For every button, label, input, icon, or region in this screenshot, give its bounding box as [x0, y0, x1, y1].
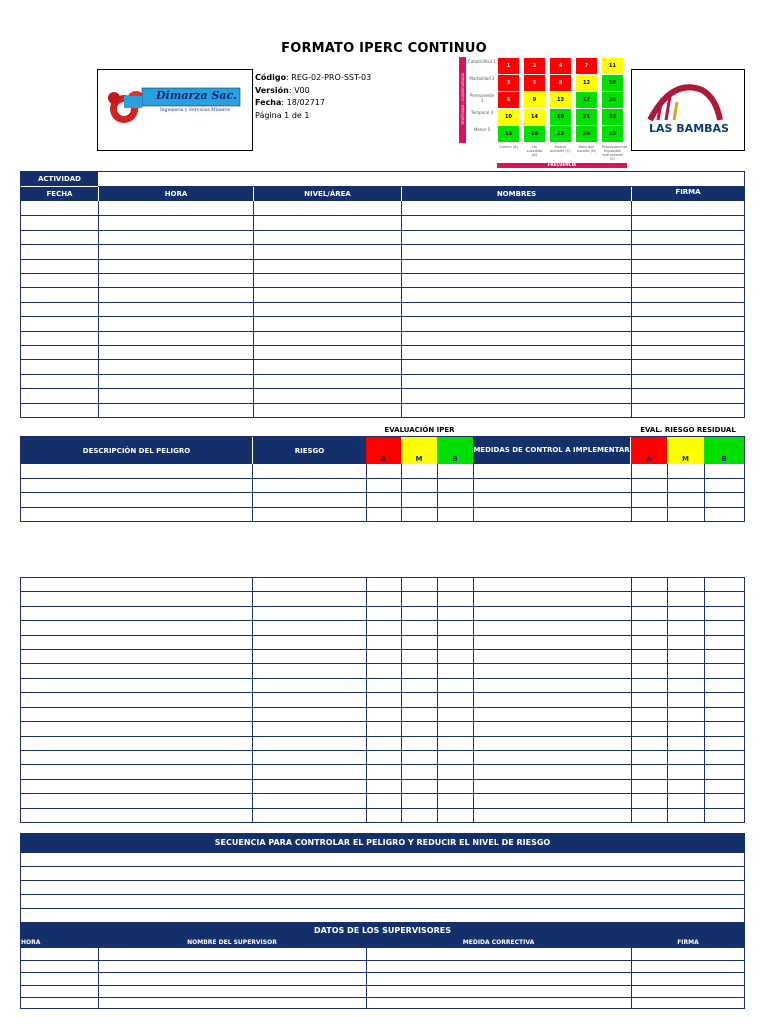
table-row — [20, 908, 745, 909]
risk-matrix-cell: 16 — [602, 75, 623, 91]
table-row — [20, 230, 745, 231]
table-row — [20, 507, 745, 508]
secuencia-header: SECUENCIA PARA CONTROLAR EL PELIGRO Y REDUCIR EL NIVEL DE RIESGO — [20, 833, 745, 852]
residual-a-header: A — [631, 437, 667, 464]
col-sup-medida: MEDIDA CORRECTIVA — [366, 938, 631, 947]
column-divider — [366, 947, 367, 1009]
column-divider — [704, 464, 705, 521]
risk-matrix-cell: 4 — [550, 58, 571, 74]
column-divider — [401, 201, 402, 417]
risk-matrix-cell: 23 — [602, 109, 623, 125]
table-row — [20, 316, 745, 317]
table-row — [20, 678, 745, 679]
risk-matrix-row-label: Menor 5 — [473, 127, 491, 132]
table-row — [20, 374, 745, 375]
column-divider — [631, 201, 632, 417]
risk-matrix-col-label: Prácticamente imposible que suceda (E) — [602, 145, 628, 161]
table-row — [20, 287, 745, 288]
risk-matrix-cell: 8 — [550, 75, 571, 91]
iper-continuation-table — [20, 577, 745, 823]
column-divider — [98, 947, 99, 1009]
table-row — [20, 894, 745, 895]
risk-matrix-cell: 2 — [524, 58, 545, 74]
table-row — [20, 478, 745, 479]
risk-matrix-row-label: Mortalidad 2 — [469, 76, 495, 81]
table-row — [20, 331, 745, 332]
col-sup-firma: FIRMA — [631, 938, 745, 947]
table-row — [20, 492, 745, 493]
table-row — [20, 960, 745, 961]
risk-matrix-cell: 21 — [576, 109, 597, 125]
table-row — [20, 215, 745, 216]
risk-matrix-cell: 12 — [576, 75, 597, 91]
table-row — [20, 620, 745, 621]
column-divider — [667, 464, 668, 521]
activity-actividad-underline — [98, 186, 745, 187]
risk-matrix-row-label: Temporal 4 — [470, 110, 494, 115]
risk-matrix-cell: 14 — [524, 109, 545, 125]
table-row — [20, 345, 745, 346]
activity-table — [20, 171, 745, 418]
column-divider — [401, 577, 402, 822]
col-nivel-area: NIVEL/ÁREA — [254, 187, 401, 201]
risk-matrix-cell: 20 — [602, 92, 623, 108]
document-title: FORMATO IPERC CONTINUO — [281, 41, 487, 56]
column-divider — [401, 464, 402, 521]
table-row — [20, 721, 745, 722]
supervisores-header: DATOS DE LOS SUPERVISORES — [20, 923, 745, 938]
fecha-label: Fecha — [255, 98, 282, 107]
column-divider — [437, 464, 438, 521]
risk-matrix-col-label: Raro que suceda (D) — [576, 145, 597, 153]
risk-matrix-bottom-label: FRECUENCIA — [547, 162, 577, 167]
table-row — [20, 707, 745, 708]
column-divider — [473, 464, 474, 521]
risk-matrix-cell: 17 — [576, 92, 597, 108]
table-row — [20, 985, 745, 986]
iper-b-header: B — [437, 437, 473, 464]
table-row — [20, 972, 745, 973]
risk-matrix-cell: 18 — [550, 109, 571, 125]
table-row — [20, 359, 745, 360]
col-hora: HORA — [99, 187, 253, 201]
column-divider — [437, 577, 438, 822]
dimarza-logo-box — [97, 69, 253, 151]
dimarza-tagline: Ingeniería y Servicios Mineros — [160, 108, 230, 113]
table-row — [20, 736, 745, 737]
table-row — [20, 779, 745, 780]
risk-matrix-cell: 5 — [524, 75, 545, 91]
column-divider — [253, 201, 254, 417]
risk-matrix-cell: 6 — [498, 92, 519, 108]
table-row — [20, 750, 745, 751]
document-metadata — [255, 72, 371, 122]
iper-m-header: M — [401, 437, 437, 464]
codigo-label: Código — [255, 73, 287, 82]
risk-matrix-cell: 24 — [576, 126, 597, 142]
col-riesgo: RIESGO — [253, 437, 366, 464]
table-row — [20, 606, 745, 607]
risk-matrix-cell: 11 — [602, 58, 623, 74]
col-firma: FIRMA — [632, 187, 744, 201]
evaluacion-iper-label: EVALUACIÓN IPER — [384, 426, 455, 434]
risk-matrix-cell: 13 — [550, 92, 571, 108]
risk-matrix-cell: 7 — [576, 58, 597, 74]
column-divider — [366, 464, 367, 521]
risk-matrix-cell: 22 — [550, 126, 571, 142]
lasbambas-logo — [632, 76, 744, 126]
table-row — [20, 997, 745, 998]
risk-matrix-col-label: Ha sucedido (B) — [526, 145, 543, 157]
risk-matrix — [459, 55, 629, 169]
table-row — [20, 663, 745, 664]
risk-matrix-row-label: Catastrófico 1 — [468, 59, 496, 64]
risk-matrix-cell: 15 — [498, 126, 519, 142]
supervisores-table — [20, 947, 745, 1009]
table-row — [20, 866, 745, 867]
column-divider — [473, 577, 474, 822]
risk-matrix-cell: 3 — [498, 75, 519, 91]
column-divider — [631, 947, 632, 1009]
table-row — [20, 764, 745, 765]
residual-b-header: B — [704, 437, 744, 464]
iper-a-header: A — [366, 437, 401, 464]
risk-matrix-row-label: Permanente 3 — [469, 93, 495, 103]
table-row — [20, 880, 745, 881]
column-divider — [631, 577, 632, 822]
table-row — [20, 403, 745, 404]
risk-matrix-cell: 9 — [524, 92, 545, 108]
version-value: : V00 — [288, 85, 310, 95]
actividad-label: ACTIVIDAD — [21, 172, 98, 186]
col-medidas-control: MEDIDAS DE CONTROL A IMPLEMENTAR — [473, 437, 630, 464]
risk-matrix-cell: 1 — [498, 58, 519, 74]
col-descripcion-peligro: DESCRIPCIÓN DEL PELIGRO — [21, 437, 252, 464]
col-nombres: NOMBRES — [402, 187, 631, 201]
codigo-value: : REG-02-PRO-SST-03 — [286, 73, 372, 82]
table-row — [20, 635, 745, 636]
risk-matrix-cell: 19 — [524, 126, 545, 142]
column-divider — [252, 577, 253, 822]
lasbambas-logo-box — [631, 69, 745, 151]
risk-matrix-col-label: Podría suceder (C) — [550, 145, 571, 153]
column-divider — [366, 577, 367, 822]
table-row — [20, 808, 745, 809]
col-sup-nombre: NOMBRE DEL SUPERVISOR — [98, 938, 366, 947]
col-fecha: FECHA — [21, 187, 98, 201]
table-row — [20, 388, 745, 389]
table-row — [20, 259, 745, 260]
table-row — [20, 302, 745, 303]
risk-matrix-cell: 25 — [602, 126, 623, 142]
column-divider — [631, 464, 632, 521]
column-divider — [98, 201, 99, 417]
table-row — [20, 692, 745, 693]
dimarza-name: Dimarza Sac. — [156, 89, 238, 102]
eval-residual-label: EVAL. RIESGO RESIDUAL — [640, 426, 736, 434]
table-row — [20, 591, 745, 592]
fecha-value: : 18/02717 — [281, 98, 325, 107]
col-sup-hora: HORA — [20, 938, 98, 947]
table-row — [20, 244, 745, 245]
residual-m-header: M — [667, 437, 704, 464]
pagina-label: Página 1 de 1 — [255, 110, 310, 120]
risk-matrix-col-label: Común (A) — [499, 145, 518, 149]
lasbambas-name: LAS BAMBAS — [649, 122, 729, 135]
table-row — [20, 793, 745, 794]
table-row — [20, 273, 745, 274]
secuencia-table — [20, 852, 745, 923]
column-divider — [704, 577, 705, 822]
risk-matrix-cell: 10 — [498, 109, 519, 125]
version-label: Versión — [255, 85, 289, 95]
column-divider — [667, 577, 668, 822]
risk-matrix-side-label: SEVERIDAD / CONSECUENCIA — [461, 73, 465, 125]
column-divider — [252, 464, 253, 521]
table-row — [20, 649, 745, 650]
